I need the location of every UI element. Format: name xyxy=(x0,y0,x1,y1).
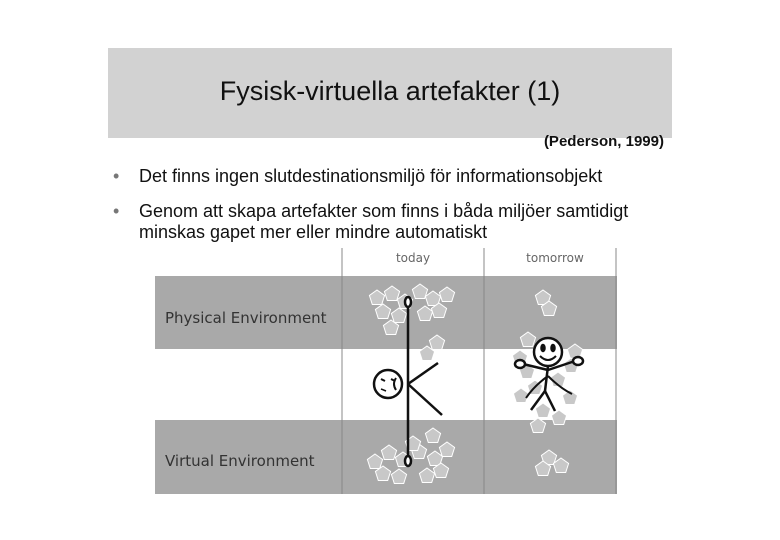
bullet-item xyxy=(113,166,693,187)
environment-figure xyxy=(155,248,617,494)
bullet-list xyxy=(113,166,693,257)
row-label-physical: Physical Environment xyxy=(165,309,327,327)
bullet-text: Genom att skapa artefakter som finns i båda miljöer samtidigt minskas gapet mer eller mindre automatiskt xyxy=(139,201,629,242)
bullet-text: Det finns ingen slutdestinationsmiljö för informationsobjekt xyxy=(139,166,603,186)
bullet-glyph: • xyxy=(113,201,120,221)
row-label-virtual: Virtual Environment xyxy=(165,452,315,470)
bullet-glyph: • xyxy=(113,166,120,186)
citation: (Pederson, 1999) xyxy=(543,133,664,150)
slide-title: Fysisk-virtuella artefakter (1) xyxy=(219,76,561,106)
column-header-tomorrow: tomorrow xyxy=(526,251,584,265)
column-header-today: today xyxy=(395,251,431,265)
bullet-item xyxy=(113,201,693,243)
